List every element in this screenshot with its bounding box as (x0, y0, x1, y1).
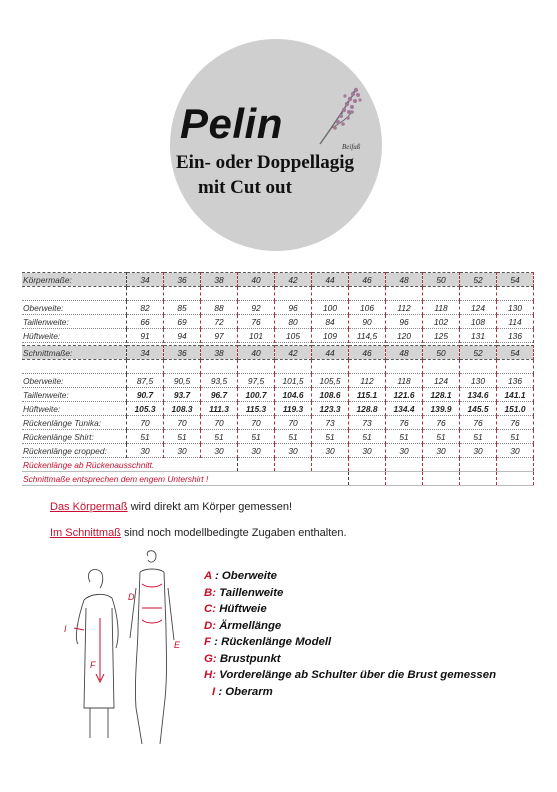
table-row (22, 329, 534, 343)
value-cell: 94 (164, 329, 201, 343)
value-cell: 30 (201, 444, 238, 458)
value-cell: 136 (497, 329, 534, 343)
legend-key: F (204, 636, 211, 648)
value-cell: 51 (349, 430, 386, 444)
value-cell: 70 (127, 416, 164, 430)
note-text: Schnittmaße entsprechen dem engem Untershirt ! (22, 472, 349, 486)
row-label: Oberweite: (22, 301, 127, 315)
value-cell: 76 (386, 416, 423, 430)
value-cell: 108.3 (164, 402, 201, 416)
legend-text: Ärmellänge (216, 619, 282, 632)
value-cell: 72 (201, 315, 238, 329)
value-cell: 80 (275, 315, 312, 329)
value-cell: 96 (275, 301, 312, 315)
table-header-label: Schnittmaße: (22, 346, 127, 360)
size-cell: 40 (238, 273, 275, 287)
size-cell: 50 (423, 273, 460, 287)
row-label: Taillenweite: (22, 315, 127, 329)
size-cell: 44 (312, 346, 349, 360)
value-cell: 91 (127, 329, 164, 343)
value-cell: 134.4 (386, 402, 423, 416)
info-line-koerpermass (50, 501, 292, 513)
value-cell: 151.0 (497, 402, 534, 416)
value-cell: 66 (127, 315, 164, 329)
value-cell: 115.3 (238, 402, 275, 416)
value-cell: 96.7 (201, 388, 238, 402)
value-cell: 112 (386, 301, 423, 315)
value-cell: 128.1 (423, 388, 460, 402)
size-cell: 54 (497, 346, 534, 360)
legend-key: G: (204, 652, 217, 665)
legend-text: : Rückenlänge Modell (210, 636, 332, 648)
value-cell: 101,5 (275, 374, 312, 388)
table-row (22, 444, 534, 458)
table-header-row (22, 273, 534, 287)
value-cell: 101 (238, 329, 275, 343)
size-cell: 34 (127, 273, 164, 287)
size-cell: 52 (460, 346, 497, 360)
brand-signature: Beifuß (342, 143, 361, 151)
value-cell: 69 (164, 315, 201, 329)
svg-text:I: I (64, 624, 67, 634)
value-cell: 30 (312, 444, 349, 458)
value-cell: 96 (386, 315, 423, 329)
value-cell: 114,5 (349, 329, 386, 343)
size-cell: 36 (164, 346, 201, 360)
row-label: Taillenweite: (22, 388, 127, 402)
value-cell: 97,5 (238, 374, 275, 388)
note-row (22, 472, 534, 486)
legend-text: Taillenweite (216, 586, 284, 599)
value-cell: 100.7 (238, 388, 275, 402)
table-row (22, 388, 534, 402)
value-cell: 90.7 (127, 388, 164, 402)
value-cell: 82 (127, 301, 164, 315)
table-row (22, 315, 534, 329)
value-cell: 85 (164, 301, 201, 315)
legend-text: : Oberweite (211, 570, 278, 582)
legend-item (204, 568, 496, 585)
value-cell: 70 (164, 416, 201, 430)
legend-item (204, 601, 496, 618)
value-cell: 70 (238, 416, 275, 430)
size-cell: 38 (201, 346, 238, 360)
spacer-cell (22, 360, 127, 374)
value-cell: 145.5 (460, 402, 497, 416)
value-cell: 30 (460, 444, 497, 458)
value-cell: 136 (497, 374, 534, 388)
size-cell: 42 (275, 273, 312, 287)
value-cell: 90 (349, 315, 386, 329)
size-cell: 50 (423, 346, 460, 360)
note-text: Rückenlänge ab Rückenausschnitt. (22, 458, 238, 472)
size-cell: 54 (497, 273, 534, 287)
legend-key: I (212, 685, 216, 698)
value-cell: 105.3 (127, 402, 164, 416)
note-row (22, 458, 534, 472)
info-keyword: Im Schnittmaß (50, 527, 121, 539)
value-cell: 128.8 (349, 402, 386, 416)
value-cell: 131 (460, 329, 497, 343)
table-row (22, 416, 534, 430)
svg-text:E: E (174, 640, 181, 650)
subtitle-line2: mit Cut out (198, 177, 292, 198)
size-cell: 48 (386, 273, 423, 287)
value-cell: 70 (201, 416, 238, 430)
legend-item (204, 684, 496, 701)
value-cell: 111.3 (201, 402, 238, 416)
info-keyword: Das Körpermaß (50, 501, 128, 513)
size-cell: 38 (201, 273, 238, 287)
value-cell: 51 (423, 430, 460, 444)
table-header-label: Körpermaße: (22, 273, 127, 287)
svg-text:D: D (128, 592, 135, 602)
table-row (22, 402, 534, 416)
value-cell: 76 (460, 416, 497, 430)
lavender-flower-icon (312, 80, 372, 150)
value-cell: 30 (127, 444, 164, 458)
value-cell: 141.1 (497, 388, 534, 402)
value-cell: 119.3 (275, 402, 312, 416)
measurement-figure-sketch (60, 548, 190, 748)
value-cell: 30 (497, 444, 534, 458)
legend-text: Hüftweie (216, 603, 267, 615)
value-cell: 118 (386, 374, 423, 388)
value-cell: 51 (238, 430, 275, 444)
value-cell: 139.9 (423, 402, 460, 416)
legend-item (204, 618, 496, 635)
table-row (22, 301, 534, 315)
value-cell: 30 (238, 444, 275, 458)
size-cell: 52 (460, 273, 497, 287)
table-header-row (22, 346, 534, 360)
value-cell: 115.1 (349, 388, 386, 402)
value-cell: 30 (386, 444, 423, 458)
value-cell: 88 (201, 301, 238, 315)
value-cell: 92 (238, 301, 275, 315)
size-cell: 40 (238, 346, 275, 360)
legend-key: A (204, 570, 212, 582)
info-text: sind noch modellbedingte Zugaben enthalten. (120, 527, 347, 539)
page-title: Pelin (180, 100, 283, 147)
size-cell: 46 (349, 273, 386, 287)
value-cell: 104.6 (275, 388, 312, 402)
value-cell: 76 (423, 416, 460, 430)
value-cell: 123.3 (312, 402, 349, 416)
value-cell: 105,5 (312, 374, 349, 388)
koerpermasse-table (22, 272, 534, 343)
value-cell: 102 (423, 315, 460, 329)
value-cell: 108 (460, 315, 497, 329)
value-cell: 30 (275, 444, 312, 458)
row-label: Rückenlänge Tunika: (22, 416, 127, 430)
value-cell: 84 (312, 315, 349, 329)
value-cell: 125 (423, 329, 460, 343)
legend-key: D: (204, 619, 217, 632)
row-label: Hüftweite: (22, 402, 127, 416)
row-label: Oberweite: (22, 374, 127, 388)
legend-key: C: (204, 603, 217, 615)
table-row (22, 374, 534, 388)
legend-item (204, 651, 496, 668)
size-cell: 36 (164, 273, 201, 287)
row-label: Hüftweite: (22, 329, 127, 343)
value-cell: 70 (275, 416, 312, 430)
legend-item (204, 585, 496, 602)
value-cell: 73 (349, 416, 386, 430)
value-cell: 51 (460, 430, 497, 444)
value-cell: 30 (423, 444, 460, 458)
value-cell: 106 (349, 301, 386, 315)
value-cell: 51 (164, 430, 201, 444)
size-cell: 44 (312, 273, 349, 287)
value-cell: 73 (312, 416, 349, 430)
legend-text: Vorderelänge ab Schulter über die Brust gemessen (216, 669, 497, 681)
value-cell: 90,5 (164, 374, 201, 388)
value-cell: 76 (497, 416, 534, 430)
value-cell: 93,5 (201, 374, 238, 388)
value-cell: 130 (460, 374, 497, 388)
value-cell: 108.6 (312, 388, 349, 402)
value-cell: 118 (423, 301, 460, 315)
value-cell: 51 (201, 430, 238, 444)
value-cell: 76 (238, 315, 275, 329)
legend-key: B: (204, 586, 217, 599)
value-cell: 100 (312, 301, 349, 315)
spacer-cell (22, 287, 127, 301)
value-cell: 105 (275, 329, 312, 343)
value-cell: 134.6 (460, 388, 497, 402)
legend-item (204, 634, 496, 651)
value-cell: 30 (164, 444, 201, 458)
value-cell: 30 (349, 444, 386, 458)
value-cell: 51 (275, 430, 312, 444)
size-cell: 42 (275, 346, 312, 360)
row-label: Rückenlänge cropped: (22, 444, 127, 458)
size-cell: 48 (386, 346, 423, 360)
value-cell: 124 (460, 301, 497, 315)
value-cell: 114 (497, 315, 534, 329)
subtitle-line1: Ein- oder Doppellagig (176, 152, 355, 173)
value-cell: 120 (386, 329, 423, 343)
value-cell: 112 (349, 374, 386, 388)
value-cell: 51 (312, 430, 349, 444)
value-cell: 109 (312, 329, 349, 343)
value-cell: 87,5 (127, 374, 164, 388)
value-cell: 124 (423, 374, 460, 388)
value-cell: 97 (201, 329, 238, 343)
size-cell: 34 (127, 346, 164, 360)
value-cell: 51 (127, 430, 164, 444)
value-cell: 121.6 (386, 388, 423, 402)
legend-text: Brustpunkt (216, 652, 281, 665)
value-cell: 51 (497, 430, 534, 444)
value-cell: 93.7 (164, 388, 201, 402)
info-text: wird direkt am Körper gemessen! (127, 501, 293, 513)
schnittmasse-table (22, 345, 534, 486)
svg-text:F: F (90, 660, 96, 670)
value-cell: 130 (497, 301, 534, 315)
row-label: Rückenlänge Shirt: (22, 430, 127, 444)
size-cell: 46 (349, 346, 386, 360)
info-line-schnittmass (50, 527, 347, 539)
value-cell: 51 (386, 430, 423, 444)
table-row (22, 430, 534, 444)
legend-key: H: (204, 669, 217, 681)
measurement-legend (204, 568, 496, 700)
legend-text: : Oberarm (215, 685, 273, 698)
legend-item (204, 667, 496, 684)
